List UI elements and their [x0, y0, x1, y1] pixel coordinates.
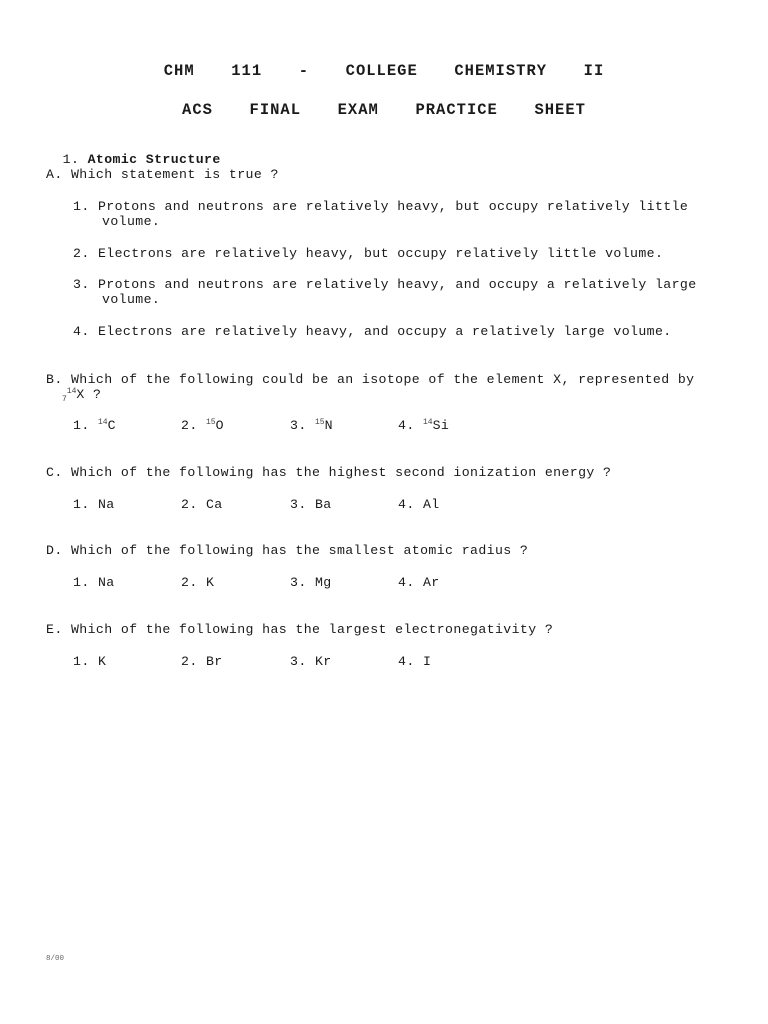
question-c-option-4: 4. Al [398, 497, 440, 512]
question-b-option-3 [290, 418, 333, 436]
question-c-option-3: 3. Ba [290, 497, 332, 512]
question-a-option-1: 1. Protons and neutrons are relatively heavy, but occupy relatively little [73, 199, 689, 214]
mass-number: 14 [97, 418, 108, 427]
question-c-prompt: C. Which of the following has the highest second ionization energy ? [46, 465, 612, 480]
option-number: 3. [290, 418, 307, 433]
question-a-option-2: 2. Electrons are relatively heavy, but occupy relatively little volume. [73, 246, 664, 261]
element-symbol: X ? [76, 387, 102, 402]
question-b-prompt: B. Which of the following could be an isotope of the element X, represented by [46, 372, 695, 387]
element-symbol: C [107, 418, 116, 433]
element-symbol: O [215, 418, 224, 433]
question-c-option-2: 2. Ca [181, 497, 223, 512]
question-e-option-4: 4. I [398, 654, 432, 669]
question-a-prompt: A. Which statement is true ? [46, 167, 279, 182]
footer-date: 8/00 [46, 955, 65, 963]
question-a-option-4: 4. Electrons are relatively heavy, and occupy a relatively large volume. [73, 324, 672, 339]
question-a-option-3: 3. Protons and neutrons are relatively heavy, and occupy a relatively large [73, 277, 697, 292]
question-d-option-3: 3. Mg [290, 575, 332, 590]
question-a-option-1-cont: volume. [102, 214, 161, 229]
mass-number: 15 [205, 418, 216, 427]
page-subtitle: ACS FINAL EXAM PRACTICE SHEET [182, 101, 586, 119]
mass-number: 14 [422, 418, 433, 427]
element-symbol: N [324, 418, 333, 433]
question-d-option-4: 4. Ar [398, 575, 440, 590]
element-symbol: Si [432, 418, 450, 433]
mass-number: 15 [314, 418, 325, 427]
question-e-option-2: 2. Br [181, 654, 223, 669]
section-number: 1. [62, 152, 80, 167]
question-e-prompt: E. Which of the following has the largest electronegativity ? [46, 622, 554, 637]
question-b-notation [62, 387, 101, 405]
question-b-option-4 [398, 418, 449, 436]
question-c-option-1: 1. Na [73, 497, 115, 512]
question-d-prompt: D. Which of the following has the smallest atomic radius ? [46, 543, 529, 558]
question-a-option-3-cont: volume. [102, 292, 161, 307]
option-number: 1. [73, 418, 90, 433]
page-title: CHM 111 - COLLEGE CHEMISTRY II [163, 62, 605, 80]
section-title: Atomic Structure [87, 152, 221, 167]
question-b-option-1 [73, 418, 116, 436]
question-d-option-2: 2. K [181, 575, 215, 590]
question-e-option-1: 1. K [73, 654, 107, 669]
question-d-option-1: 1. Na [73, 575, 115, 590]
atomic-number: 7 [62, 395, 67, 404]
mass-number: 14 [66, 387, 77, 396]
section-heading [46, 136, 221, 168]
option-number: 2. [181, 418, 198, 433]
option-number: 4. [398, 418, 415, 433]
question-b-option-2 [181, 418, 224, 436]
question-e-option-3: 3. Kr [290, 654, 332, 669]
